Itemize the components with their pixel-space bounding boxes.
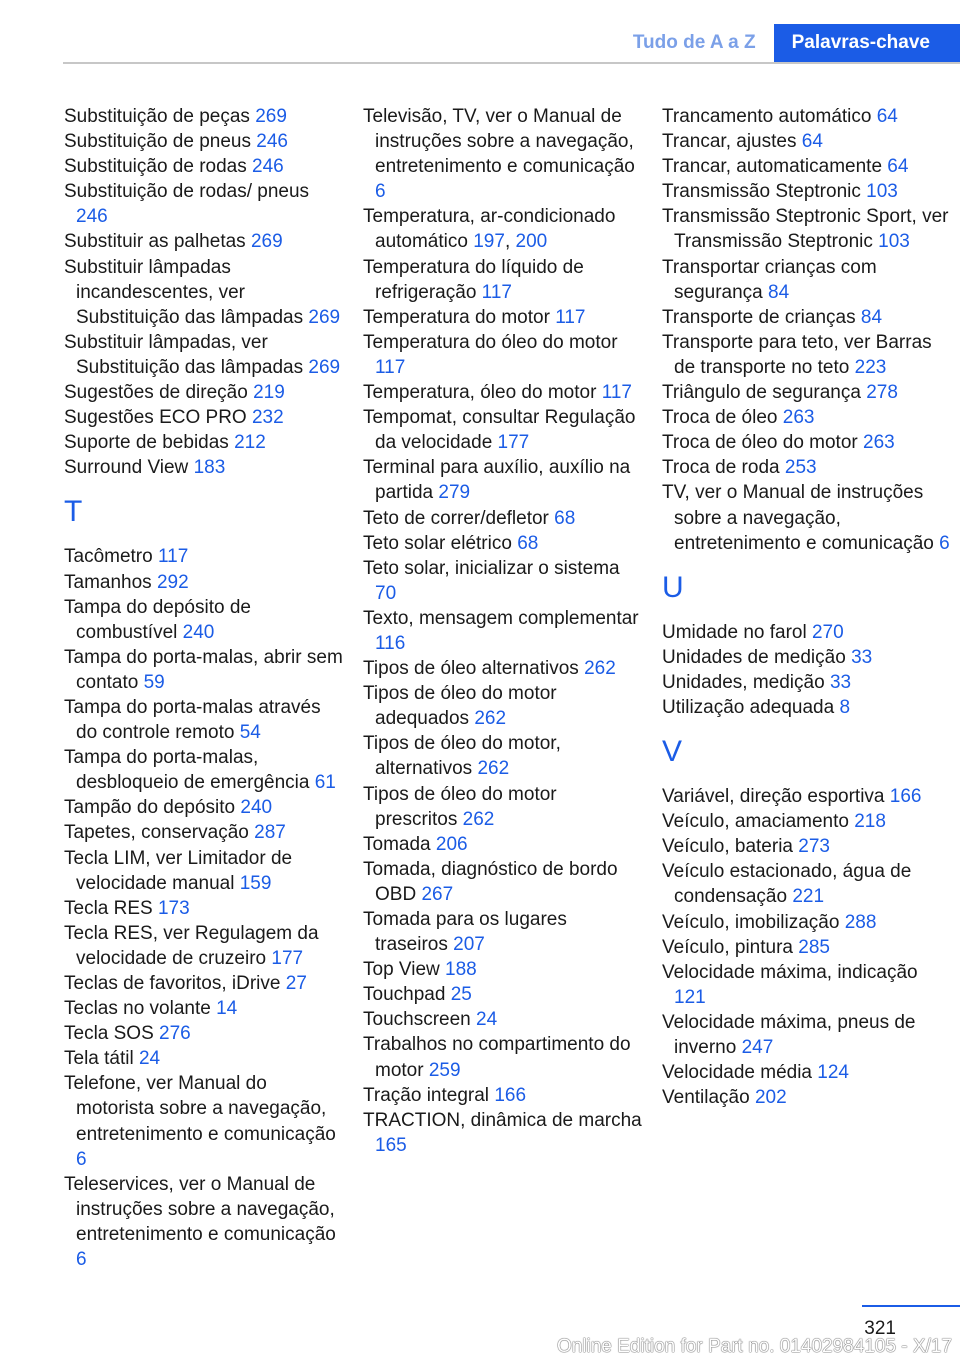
page-link[interactable]: 270: [811, 621, 844, 643]
index-entry: [64, 896, 344, 921]
index-entry: [64, 695, 344, 745]
index-entry-text: Teto de correr/defletor: [363, 507, 555, 529]
index-entry: [662, 104, 952, 129]
page-link[interactable]: 221: [792, 886, 825, 908]
page-link[interactable]: 68: [517, 532, 539, 554]
index-entry-text: Substituir lâmpadas, ver Substituição das lâmpadas: [64, 331, 309, 378]
section-letter: T: [64, 495, 83, 529]
index-entry-text: Transmissão Steptronic: [662, 181, 867, 203]
index-entry: [662, 480, 952, 555]
index-entry: [363, 857, 643, 907]
index-entry: [363, 606, 643, 656]
index-entry-text: Veículo, amaciamento: [662, 811, 855, 833]
index-entry: [64, 795, 344, 820]
index-entry-text: Tecla LIM, ver Limitador de velocidade manual: [64, 847, 293, 894]
top-rule: [63, 62, 960, 64]
index-entry-text: Tipos de óleo alternativos: [363, 658, 585, 680]
index-entry: [662, 960, 952, 1010]
page-link[interactable]: 84: [860, 306, 883, 328]
index-entry: [662, 910, 952, 935]
index-entry-text: Teclas no volante: [64, 998, 217, 1020]
page-number: 321: [864, 1318, 896, 1339]
index-entry: [64, 570, 344, 595]
index-entry: [64, 645, 344, 695]
index-entry: [662, 204, 952, 254]
page-link[interactable]: 246: [76, 206, 108, 228]
index-entry-text: TV, ver o Manual de instruções sobre a navegação, entretenimento e comunicação: [662, 482, 940, 554]
page-link[interactable]: 117: [375, 356, 406, 378]
index-entry: [363, 330, 643, 380]
index-entry: [662, 645, 952, 670]
index-entry: [363, 982, 643, 1007]
index-entry: [64, 996, 344, 1021]
index-entry-text: Temperatura do motor: [363, 306, 556, 328]
index-entry-text: Utilização adequada: [662, 696, 840, 718]
index-column-2: [363, 104, 643, 1158]
index-entry-text: Velocidade média: [662, 1062, 818, 1084]
index-entry-text: Touchpad: [363, 984, 451, 1006]
index-entry: [64, 229, 344, 254]
index-entry-text: Top View: [363, 959, 446, 981]
index-entry: [662, 255, 952, 305]
page-link[interactable]: 276: [159, 1023, 191, 1045]
index-entry: [64, 330, 344, 380]
index-entry: [64, 846, 344, 896]
index-entry: [662, 430, 952, 455]
page-link[interactable]: 207: [453, 934, 485, 956]
index-entry-text: Veículo estacionado, água de condensação: [662, 861, 912, 908]
index-entry-text: Tampão do depósito: [64, 797, 241, 819]
index-entry-text: Trancamento automático: [662, 106, 877, 127]
index-entry: [363, 204, 643, 254]
page-link[interactable]: 117: [555, 306, 586, 328]
page-link[interactable]: 269: [250, 231, 283, 253]
page-link[interactable]: 177: [271, 947, 304, 969]
index-entry-text: Substituição de pneus: [64, 131, 257, 153]
index-entry: [662, 1060, 952, 1085]
page-link[interactable]: 232: [251, 407, 284, 429]
page-link[interactable]: 287: [254, 822, 286, 844]
section-letter: U: [662, 570, 684, 604]
index-entry-text: Tampa do depósito de combustível: [64, 596, 251, 643]
index-entry-text: Temperatura do óleo do motor: [363, 331, 618, 353]
page-link[interactable]: 166: [889, 786, 922, 808]
index-entry-text: Tração integral: [363, 1084, 495, 1106]
index-entry-text: Trancar, ajustes: [662, 131, 802, 153]
page-link[interactable]: 70: [375, 582, 397, 604]
index-entry: [662, 834, 952, 859]
page-link[interactable]: 259: [428, 1059, 461, 1081]
page-link[interactable]: 166: [494, 1084, 527, 1106]
index-entry: [363, 1007, 643, 1032]
index-entry: [64, 104, 344, 129]
index-entry-text: Touchscreen: [363, 1009, 477, 1031]
index-entry-text: Tecla SOS: [64, 1023, 160, 1045]
index-entry: [662, 935, 952, 960]
index-entry: [662, 859, 952, 909]
index-entry-text: Tela tátil: [64, 1048, 139, 1070]
page-link[interactable]: 240: [240, 797, 273, 819]
section-letter: V: [662, 735, 683, 769]
index-entry: [662, 620, 952, 645]
page-link[interactable]: 262: [477, 758, 510, 780]
page-link[interactable]: 240: [182, 621, 215, 643]
page-link[interactable]: 288: [844, 911, 877, 933]
index-entry-text: Triângulo de segurança: [662, 382, 867, 404]
index-entry-text: Unidades de medição: [662, 646, 852, 668]
page-link[interactable]: 6: [375, 181, 386, 203]
tab-a-to-z[interactable]: Tudo de A a Z: [615, 24, 774, 62]
index-entry: [64, 179, 344, 229]
page-link[interactable]: 84: [768, 281, 790, 303]
index-entry: [363, 305, 643, 330]
index-entry-text: Texto, mensagem complementar: [363, 607, 639, 629]
page-link[interactable]: 278: [866, 382, 898, 404]
index-entry: [64, 544, 344, 569]
index-entry: [662, 784, 952, 809]
page-link[interactable]: 64: [876, 106, 898, 127]
index-entry-text: Veículo, pintura: [662, 936, 799, 958]
index-entry: [363, 681, 643, 731]
index-entry: [64, 745, 344, 795]
index-entry-text: Tacômetro: [64, 546, 158, 568]
index-entry: [64, 820, 344, 845]
index-entry-text: Surround View: [64, 457, 194, 479]
index-entry-text: Tipos de óleo do motor prescritos: [363, 783, 557, 830]
page-link[interactable]: 218: [854, 811, 886, 833]
index-entry: [363, 506, 643, 531]
page-link[interactable]: 285: [798, 936, 830, 958]
index-entry-text: Temperatura do líquido de refrigeração: [363, 256, 584, 303]
page-link[interactable]: 177: [497, 432, 530, 454]
page-link[interactable]: 273: [798, 836, 830, 858]
index-entry-text: Troca de roda: [662, 457, 785, 479]
page-link[interactable]: 269: [255, 106, 287, 127]
index-entry-text: Terminal para auxílio, auxílio na partida: [363, 457, 631, 504]
index-entry: [662, 129, 952, 154]
index-entry-text: Tipos de óleo do motor adequados: [363, 683, 557, 730]
index-entry: [363, 405, 643, 455]
page-link[interactable]: 223: [854, 356, 887, 378]
index-entry: [363, 380, 643, 405]
index-entry: [64, 1046, 344, 1071]
index-entry-text: Veículo, imobilização: [662, 911, 845, 933]
page-link[interactable]: 200: [515, 231, 548, 253]
page-link[interactable]: 24: [476, 1009, 498, 1031]
index-entry-text: Ventilação: [662, 1087, 755, 1109]
page-link[interactable]: 24: [138, 1048, 161, 1070]
page-link[interactable]: 269: [308, 356, 341, 378]
page-link[interactable]: 59: [143, 671, 165, 693]
index-entry: [64, 971, 344, 996]
page-link[interactable]: 33: [851, 646, 873, 668]
index-column-3: [662, 104, 952, 1110]
page-link[interactable]: 117: [157, 546, 189, 568]
page-link[interactable]: 292: [156, 571, 189, 593]
index-entry: [662, 154, 952, 179]
index-entry-text: Umidade no farol: [662, 621, 812, 643]
page-link[interactable]: 117: [481, 281, 512, 303]
page-link[interactable]: 246: [252, 156, 284, 178]
index-entry: [662, 1085, 952, 1110]
index-entry: [363, 1108, 643, 1158]
index-entry: [363, 832, 643, 857]
index-entry-text: Substituir lâmpadas incandescentes, ver Substituição das lâmpadas: [64, 256, 309, 328]
index-entry-text: Temperatura, ar-condicionado automático: [363, 206, 616, 253]
index-entry: [662, 809, 952, 834]
index-entry: [64, 455, 344, 480]
index-entry-text: Tomada para os lugares traseiros: [363, 909, 567, 956]
page-link[interactable]: 6: [939, 532, 950, 554]
index-entry: [64, 921, 344, 971]
index-entry: [64, 1021, 344, 1046]
index-entry-text: Tecla RES, ver Regulagem da velocidade de cruzeiro: [64, 922, 319, 969]
index-entry-text: Suporte de bebidas: [64, 432, 235, 454]
index-entry-text: Transporte de crianças: [662, 306, 861, 328]
page-link[interactable]: 117: [601, 382, 632, 404]
header-tabs: [615, 24, 960, 62]
page-link[interactable]: 262: [474, 708, 507, 730]
index-entry-text: Trabalhos no compartimento do motor: [363, 1034, 631, 1081]
index-entry-text: Substituição de rodas: [64, 156, 253, 178]
index-entry: [64, 255, 344, 330]
index-entry: [64, 380, 344, 405]
index-entry-text: Unidades, medição: [662, 671, 830, 693]
index-entry: [363, 1083, 643, 1108]
page-link[interactable]: 124: [817, 1062, 849, 1084]
index-entry-text: Teclas de favoritos, iDrive: [64, 973, 286, 994]
page-link[interactable]: 246: [256, 131, 288, 153]
index-entry: [662, 380, 952, 405]
index-entry-text: Substituição de rodas/ pneus: [64, 181, 310, 203]
page-separator: ,: [504, 231, 516, 253]
index-entry-text: Troca de óleo do motor: [662, 432, 864, 454]
page-link[interactable]: 159: [239, 872, 272, 894]
index-entry-text: Tamanhos: [64, 571, 157, 593]
footer-edition: Online Edition for Part no. 01402984105 - X/17: [556, 1336, 952, 1357]
index-entry-text: Teleservices, ver o Manual de instruções sobre a navegação, entretenimento e comunicação: [64, 1173, 336, 1245]
page-link[interactable]: 116: [375, 632, 406, 654]
index-entry: [662, 455, 952, 480]
page-link[interactable]: 68: [554, 507, 576, 529]
index-entry: [363, 455, 643, 505]
page-link[interactable]: 173: [157, 897, 190, 919]
index-entry: [363, 907, 643, 957]
index-entry-text: Televisão, TV, ver o Manual de instruções sobre a navegação, entretenimento e comunicação: [363, 106, 635, 178]
index-entry-text: Teto solar elétrico: [363, 532, 518, 554]
index-entry-text: Tempomat, consultar Regulação da velocidade: [363, 407, 636, 454]
page-link[interactable]: 212: [234, 432, 266, 454]
index-entry-text: Troca de óleo: [662, 407, 783, 429]
index-entry: [363, 957, 643, 982]
page-link[interactable]: 27: [285, 973, 307, 994]
index-entry: [662, 405, 952, 430]
index-entry: [64, 1071, 344, 1171]
page-link[interactable]: 6: [76, 1148, 87, 1170]
page-link[interactable]: 262: [462, 808, 495, 830]
index-entry-text: Transmissão Steptronic Sport, ver Transmissão Steptronic: [662, 206, 949, 253]
page-link[interactable]: 165: [375, 1134, 407, 1156]
index-entry: [363, 556, 643, 606]
index-entry-text: Trancar, automaticamente: [662, 156, 888, 178]
index-entry: [662, 1010, 952, 1060]
page-link[interactable]: 61: [314, 772, 336, 794]
index-entry-text: Temperatura, óleo do motor: [363, 382, 602, 404]
index-entry: [363, 1032, 643, 1082]
index-entry-text: Tampa do porta-malas, abrir sem contato: [64, 646, 343, 693]
index-entry-text: Velocidade máxima, pneus de inverno: [662, 1011, 916, 1058]
tab-keywords[interactable]: Palavras-chave: [774, 24, 960, 62]
page-link[interactable]: 279: [438, 482, 471, 504]
index-entry-text: Substituição de peças: [64, 106, 256, 127]
index-entry-text: Veículo, bateria: [662, 836, 799, 858]
index-entry: [662, 330, 952, 380]
index-entry: [64, 1172, 344, 1272]
index-entry-text: Variável, direção esportiva: [662, 786, 890, 808]
page-link[interactable]: 219: [253, 382, 285, 404]
index-entry-text: Tomada: [363, 833, 436, 855]
page-link[interactable]: 263: [782, 407, 815, 429]
index-entry-text: Tomada, diagnóstico de bordo OBD: [363, 858, 618, 905]
index-entry: [64, 595, 344, 645]
index-entry-text: TRACTION, dinâmica de marcha: [363, 1109, 642, 1131]
index-entry: [363, 782, 643, 832]
index-entry: [64, 405, 344, 430]
index-entry-text: Teto solar, inicializar o sistema: [363, 557, 620, 579]
page-link[interactable]: 8: [839, 696, 851, 718]
index-entry-text: Tapetes, conservação: [64, 822, 255, 844]
index-entry-text: Tipos de óleo do motor, alternativos: [363, 733, 561, 780]
page-link[interactable]: 121: [674, 986, 706, 1008]
index-entry-text: Sugestões de direção: [64, 382, 254, 404]
page-link[interactable]: 263: [863, 432, 895, 454]
bottom-rule: [862, 1305, 960, 1307]
index-entry-text: Tampa do porta-malas, desbloqueio de emergência: [64, 747, 315, 794]
index-entry: [363, 656, 643, 681]
index-entry: [64, 154, 344, 179]
page-link[interactable]: 33: [829, 671, 852, 693]
page-link[interactable]: 188: [445, 959, 477, 981]
page-link[interactable]: 64: [801, 131, 823, 153]
index-entry: [64, 129, 344, 154]
index-entry-text: Tampa do porta-malas através do controle remoto: [64, 696, 321, 744]
page-link[interactable]: 267: [421, 883, 454, 905]
index-entry: [662, 670, 952, 695]
index-entry: [363, 731, 643, 781]
page-link[interactable]: 54: [239, 722, 261, 744]
page-link[interactable]: 206: [435, 833, 468, 855]
page-link[interactable]: 253: [784, 457, 817, 479]
index-entry-text: Velocidade máxima, indicação: [662, 961, 918, 983]
page-link[interactable]: 64: [887, 156, 909, 178]
index-entry: [662, 305, 952, 330]
page-link[interactable]: 247: [741, 1037, 774, 1058]
page-link[interactable]: 25: [450, 984, 472, 1006]
index-entry-text: Tecla RES: [64, 897, 158, 919]
page-link[interactable]: 103: [878, 231, 910, 253]
page-link[interactable]: 262: [584, 658, 616, 680]
index-entry: [363, 255, 643, 305]
page-link[interactable]: 6: [76, 1249, 87, 1271]
index-entry: [64, 430, 344, 455]
index-entry-text: Sugestões ECO PRO: [64, 407, 252, 429]
page-link[interactable]: 183: [193, 457, 226, 479]
page-link[interactable]: 202: [754, 1087, 787, 1109]
page-link[interactable]: 103: [866, 181, 898, 203]
index-entry-text: Substituir as palhetas: [64, 231, 251, 253]
page-link[interactable]: 14: [216, 998, 238, 1020]
index-entry: [363, 531, 643, 556]
page-link[interactable]: 269: [308, 306, 341, 328]
page-link[interactable]: 197: [473, 231, 505, 253]
index-entry-text: Transportar crianças com segurança: [662, 256, 877, 303]
index-entry-text: Transporte para teto, ver Barras de transporte no teto: [662, 331, 932, 378]
index-column-1: [64, 104, 344, 1272]
index-entry: [363, 104, 643, 204]
index-entry-text: Telefone, ver Manual do motorista sobre a navegação, entretenimento e comunicação: [64, 1073, 336, 1145]
index-entry: [662, 179, 952, 204]
index-entry: [662, 695, 952, 720]
